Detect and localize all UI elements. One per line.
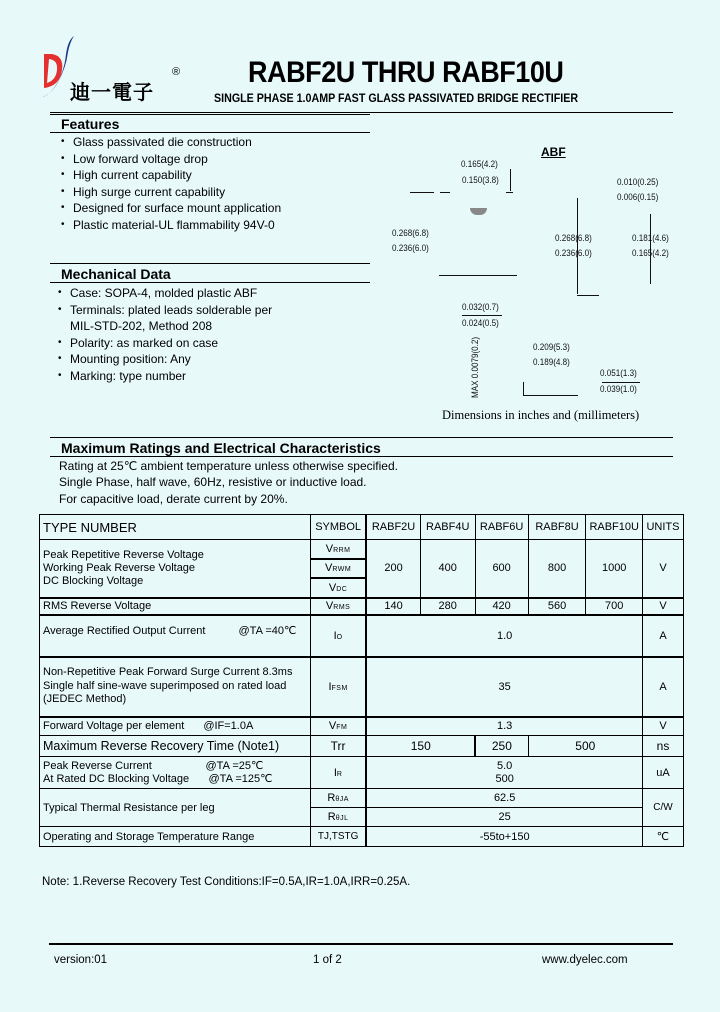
value-cell: 140: [366, 598, 420, 615]
header-model: RABF4U: [420, 515, 475, 540]
value-cell: 1.0: [366, 615, 642, 657]
dim-label: 0.268(6.8): [555, 233, 592, 244]
mechanical-list: [50, 285, 272, 385]
dim-label: 0.209(5.3): [533, 342, 570, 353]
symbol-cell: RθJA: [310, 789, 366, 808]
package-notch: [470, 208, 487, 215]
dim-label: 0.010(0.25): [617, 177, 659, 188]
mechanical-item: • Mounting position: Any: [50, 351, 272, 368]
value-cell: -55to+150: [366, 827, 642, 847]
value-cell: 150: [366, 736, 475, 757]
header-units: UNITS: [642, 515, 683, 540]
value-cell: 700: [586, 598, 643, 615]
symbol-cell: VRRM: [310, 540, 366, 559]
mechanical-item: • Terminals: plated leads solderable per: [50, 302, 272, 319]
unit-cell: C/W: [642, 789, 683, 827]
features-top-rule: [50, 114, 370, 115]
unit-cell: V: [642, 717, 683, 736]
dim-line: [577, 198, 578, 294]
header-model: RABF6U: [475, 515, 528, 540]
features-list: [53, 134, 281, 234]
unit-cell: A: [642, 615, 683, 657]
dim-line: [602, 382, 640, 383]
company-logo: [38, 34, 188, 104]
symbol-cell: VRMS: [310, 598, 366, 615]
ratings-intro-line: Single Phase, half wave, 60Hz, resistive or inductive load.: [59, 475, 367, 489]
footer-website-link[interactable]: www.dyelec.com: [542, 954, 628, 966]
feature-item: • Plastic material-UL flammability 94V-0: [53, 217, 281, 234]
condition-text: @TA =125℃: [208, 772, 273, 785]
symbol-cell: VFM: [310, 717, 366, 736]
dim-line: [523, 382, 524, 396]
mechanical-item-continued: MIL-STD-202, Method 208: [70, 319, 213, 334]
dim-label: 0.236(6.0): [555, 248, 592, 259]
footer-page-number: 1 of 2: [313, 954, 342, 966]
value-cell: 1000: [586, 540, 643, 598]
value-cell: 250: [475, 736, 528, 757]
value-cell: 35: [366, 657, 642, 717]
ratings-intro-line: For capacitive load, derate current by 20%.: [59, 492, 288, 506]
value-cell: 800: [528, 540, 586, 598]
unit-cell: V: [642, 540, 683, 598]
param-label: Peak Reverse Current @TA =25℃ At Rated DC Blocking Voltage @TA =125℃: [40, 757, 311, 789]
dim-line: [410, 192, 434, 193]
mechanical-item: • Case: SOPA-4, molded plastic ABF: [50, 285, 272, 302]
header-model: RABF10U: [586, 515, 643, 540]
registered-mark: ®: [172, 66, 181, 78]
value-cell: 600: [475, 540, 528, 598]
dim-label: 0.165(4.2): [632, 248, 669, 259]
value-cell: 1.3: [366, 717, 642, 736]
ratings-top-rule: [50, 437, 673, 438]
footnote: Note: 1.Reverse Recovery Test Conditions:IF=0.5A,IR=1.0A,IRR=0.25A.: [42, 876, 411, 888]
dim-label: 0.039(1.0): [600, 384, 637, 395]
table-row: [40, 789, 684, 808]
value-cell: 280: [420, 598, 475, 615]
features-bottom-rule: [50, 132, 370, 133]
mechanical-item: • Marking: type number: [50, 368, 272, 385]
table-row: [40, 598, 684, 615]
logo-text-chinese: 迪一電子: [70, 80, 154, 104]
unit-cell: ℃: [642, 827, 683, 847]
value-cell: 500: [528, 736, 642, 757]
package-label: ABF: [541, 145, 566, 159]
header-type-number: TYPE NUMBER: [40, 515, 311, 540]
feature-item: • High surge current capability: [53, 184, 281, 201]
header-model: RABF2U: [366, 515, 420, 540]
ratings-table: [39, 514, 684, 847]
symbol-cell: VRWM: [310, 559, 366, 578]
symbol-cell: Trr: [310, 736, 366, 757]
dim-line: [439, 275, 517, 276]
dim-label: 0.150(3.8): [462, 175, 499, 186]
dim-label: 0.024(0.5): [462, 318, 499, 329]
dim-label: 0.051(1.3): [600, 368, 637, 379]
table-row: [40, 615, 684, 657]
symbol-cell: IR: [310, 757, 366, 789]
condition-text: @TA =25℃: [205, 759, 264, 772]
value-cell: 200: [366, 540, 420, 598]
dim-line: [506, 192, 513, 193]
header-divider: [50, 112, 673, 113]
feature-item: • High current capability: [53, 167, 281, 184]
table-row: [40, 657, 684, 717]
dim-line: [523, 395, 578, 396]
table-row: [40, 827, 684, 847]
footer-divider: [49, 943, 673, 945]
dim-label: 0.032(0.7): [462, 302, 499, 313]
dim-label: 0.189(4.8): [533, 357, 570, 368]
value-cell: 5.0 500: [366, 757, 642, 789]
dim-line: [462, 315, 502, 316]
table-row: [40, 757, 684, 789]
param-label: Typical Thermal Resistance per leg: [40, 789, 311, 827]
value-cell: 25: [366, 808, 642, 827]
value-cell: 560: [528, 598, 586, 615]
param-label: Peak Repetitive Reverse Voltage Working Peak Reverse Voltage DC Blocking Voltage: [40, 540, 311, 598]
header-model: RABF8U: [528, 515, 586, 540]
feature-item: • Glass passivated die construction: [53, 134, 281, 151]
dim-label: 0.181(4.6): [632, 233, 669, 244]
param-label: Average Rectified Output Current @TA =40℃: [40, 615, 311, 657]
unit-cell: ns: [642, 736, 683, 757]
page-title: RABF2U THRU RABF10U: [248, 56, 564, 89]
table-row: [40, 736, 684, 757]
diagram-caption: Dimensions in inches and (millimeters): [442, 408, 640, 422]
symbol-cell: IO: [310, 615, 366, 657]
condition-text: @TA =40℃: [238, 624, 297, 637]
mechanical-item: • Polarity: as marked on case: [50, 335, 272, 352]
condition-text: @IF=1.0A: [203, 720, 254, 733]
feature-item: • Low forward voltage drop: [53, 151, 281, 168]
dim-label-vertical: MAX 0.0079(0.2): [470, 336, 481, 398]
mechanical-top-rule: [50, 263, 370, 264]
dim-line: [510, 169, 511, 191]
unit-cell: uA: [642, 757, 683, 789]
value-cell: 62.5: [366, 789, 642, 808]
param-label: Forward Voltage per element @IF=1.0A: [40, 717, 311, 736]
unit-cell: V: [642, 598, 683, 615]
page-subtitle: SINGLE PHASE 1.0AMP FAST GLASS PASSIVATED BRIDGE RECTIFIER: [214, 93, 579, 105]
symbol-cell: IFSM: [310, 657, 366, 717]
table-row: [40, 540, 684, 559]
param-label: Operating and Storage Temperature Range: [40, 827, 311, 847]
param-label: Non-Repetitive Peak Forward Surge Current 8.3ms Single half sine-wave superimposed on rated load (JEDEC Method): [40, 657, 311, 717]
table-header-row: [40, 515, 684, 540]
ratings-title: Maximum Ratings and Electrical Characteristics: [61, 440, 381, 456]
footer-version: version:01: [54, 954, 108, 966]
dim-label: 0.236(6.0): [392, 243, 429, 254]
ratings-intro-line: Rating at 25℃ ambient temperature unless otherwise specified.: [59, 459, 398, 473]
feature-item: • Designed for surface mount application: [53, 200, 281, 217]
dim-label: 0.006(0.15): [617, 192, 659, 203]
features-title: Features: [61, 116, 120, 132]
dim-line: [577, 295, 599, 296]
unit-cell: A: [642, 657, 683, 717]
value-cell: 420: [475, 598, 528, 615]
symbol-cell: RθJL: [310, 808, 366, 827]
value-cell: 400: [420, 540, 475, 598]
mechanical-bottom-rule: [50, 282, 370, 283]
mechanical-title: Mechanical Data: [61, 266, 171, 282]
symbol-cell: TJ,TSTG: [310, 827, 366, 847]
table-row: [40, 717, 684, 736]
dim-line: [440, 192, 450, 193]
symbol-cell: VDC: [310, 578, 366, 598]
ratings-bottom-rule: [50, 456, 673, 457]
dim-label: 0.268(6.8): [392, 228, 429, 239]
dim-label: 0.165(4.2): [461, 159, 498, 170]
param-label: RMS Reverse Voltage: [40, 598, 311, 615]
param-label: Maximum Reverse Recovery Time (Note1): [40, 736, 311, 757]
header-symbol: SYMBOL: [310, 515, 366, 540]
